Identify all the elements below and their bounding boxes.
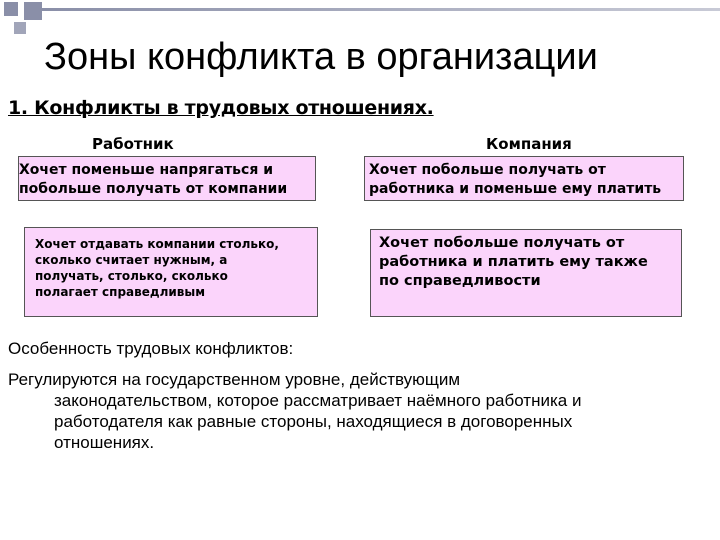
paragraph-line: работодателя как равные стороны, находящиеся в договоренных bbox=[54, 412, 573, 431]
paragraph-line: отношениях. bbox=[54, 433, 155, 452]
slide-title: Зоны конфликта в организации bbox=[44, 36, 598, 78]
box-line: Хочет поменьше напрягаться и bbox=[19, 162, 274, 178]
box-line: сколько считает нужным, а bbox=[35, 253, 228, 267]
paragraph-line: законодательством, которое рассматривает наёмного работника и bbox=[54, 391, 582, 410]
box-line: работника и поменьше ему платить bbox=[369, 181, 662, 197]
box-line: побольше получать от компании bbox=[19, 181, 288, 197]
paragraph-line: Регулируются на государственном уровне, действующим bbox=[8, 370, 461, 389]
column-header-worker: Работник bbox=[92, 135, 174, 153]
worker-fairness-box bbox=[24, 227, 318, 317]
box-line: Хочет отдавать компании столько, bbox=[35, 237, 279, 251]
worker-want-box bbox=[18, 156, 316, 201]
square-shape bbox=[14, 22, 26, 34]
column-header-company: Компания bbox=[486, 135, 572, 153]
box-line: Хочет побольше получать от bbox=[369, 162, 606, 178]
feature-paragraph bbox=[8, 369, 708, 453]
box-line: Хочет побольше получать от bbox=[379, 235, 625, 251]
company-fairness-box bbox=[370, 229, 682, 317]
square-shape bbox=[4, 2, 18, 16]
feature-label: Особенность трудовых конфликтов: bbox=[8, 339, 294, 358]
company-want-box bbox=[364, 156, 684, 201]
box-line: получать, столько, сколько bbox=[35, 269, 228, 283]
box-line: полагает справедливым bbox=[35, 285, 206, 299]
square-shape bbox=[24, 2, 42, 20]
box-line: работника и платить ему также bbox=[379, 254, 648, 270]
section-heading: 1. Конфликты в трудовых отношениях. bbox=[8, 97, 434, 119]
header-rule bbox=[42, 8, 720, 11]
box-line: по справедливости bbox=[379, 273, 541, 289]
